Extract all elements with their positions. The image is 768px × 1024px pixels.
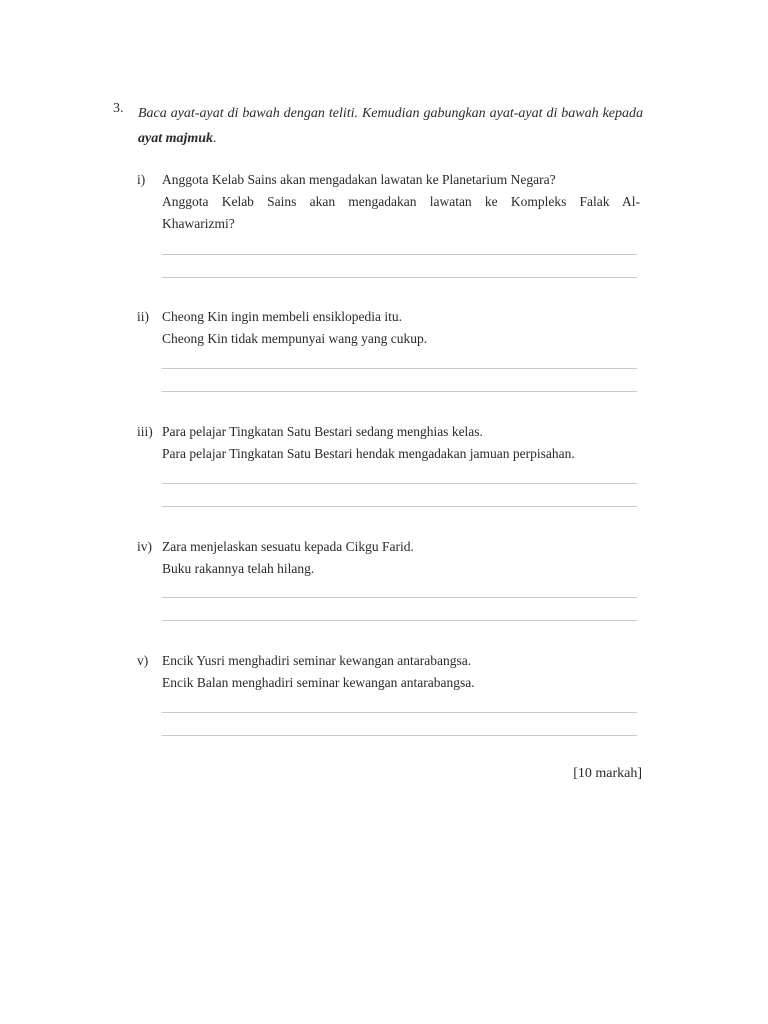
item-sentence-1: Cheong Kin ingin membeli ensiklopedia itu. <box>162 309 402 324</box>
instruction-end: . <box>213 131 217 146</box>
item-sentence-2: Anggota Kelab Sains akan mengadakan lawatan ke Kompleks Falak Al- <box>162 194 640 209</box>
answer-line[interactable] <box>162 391 637 392</box>
marks-total: [10 markah] <box>573 766 642 781</box>
item-sentence-1: Anggota Kelab Sains akan mengadakan lawatan ke Planetarium Negara? <box>162 172 556 187</box>
item-label: v) <box>137 653 149 668</box>
item-sentence-1: Para pelajar Tingkatan Satu Bestari sedang menghias kelas. <box>162 424 483 439</box>
answer-line[interactable] <box>162 712 637 713</box>
item-sentence-2-cont: Khawarizmi? <box>162 216 235 231</box>
item-label: i) <box>137 172 146 187</box>
instruction-text: Baca ayat-ayat di bawah dengan teliti. Kemudian gabungkan ayat-ayat di bawah kepada <box>138 106 643 121</box>
item-label: ii) <box>137 309 149 324</box>
answer-line[interactable] <box>162 735 637 736</box>
item-sentence-2: Para pelajar Tingkatan Satu Bestari hendak mengadakan jamuan perpisahan. <box>162 446 575 461</box>
answer-line[interactable] <box>162 597 637 598</box>
answer-line[interactable] <box>162 620 637 621</box>
item-label: iii) <box>137 424 153 439</box>
answer-line[interactable] <box>162 506 637 507</box>
item-sentence-2: Buku rakannya telah hilang. <box>162 561 315 576</box>
item-sentence-1: Zara menjelaskan sesuatu kepada Cikgu Farid. <box>162 539 414 554</box>
item-sentence-1: Encik Yusri menghadiri seminar kewangan antarabangsa. <box>162 653 472 668</box>
item-sentence-2: Cheong Kin tidak mempunyai wang yang cukup. <box>162 331 428 346</box>
item-sentence-2: Encik Balan menghadiri seminar kewangan antarabangsa. <box>162 675 475 690</box>
instruction-keyword: ayat majmuk <box>138 131 214 146</box>
question-instruction <box>138 101 643 151</box>
answer-line[interactable] <box>162 483 637 484</box>
answer-line[interactable] <box>162 368 637 369</box>
answer-line[interactable] <box>162 277 637 278</box>
item-label: iv) <box>137 539 152 554</box>
answer-line[interactable] <box>162 254 637 255</box>
question-number: 3. <box>113 101 124 116</box>
